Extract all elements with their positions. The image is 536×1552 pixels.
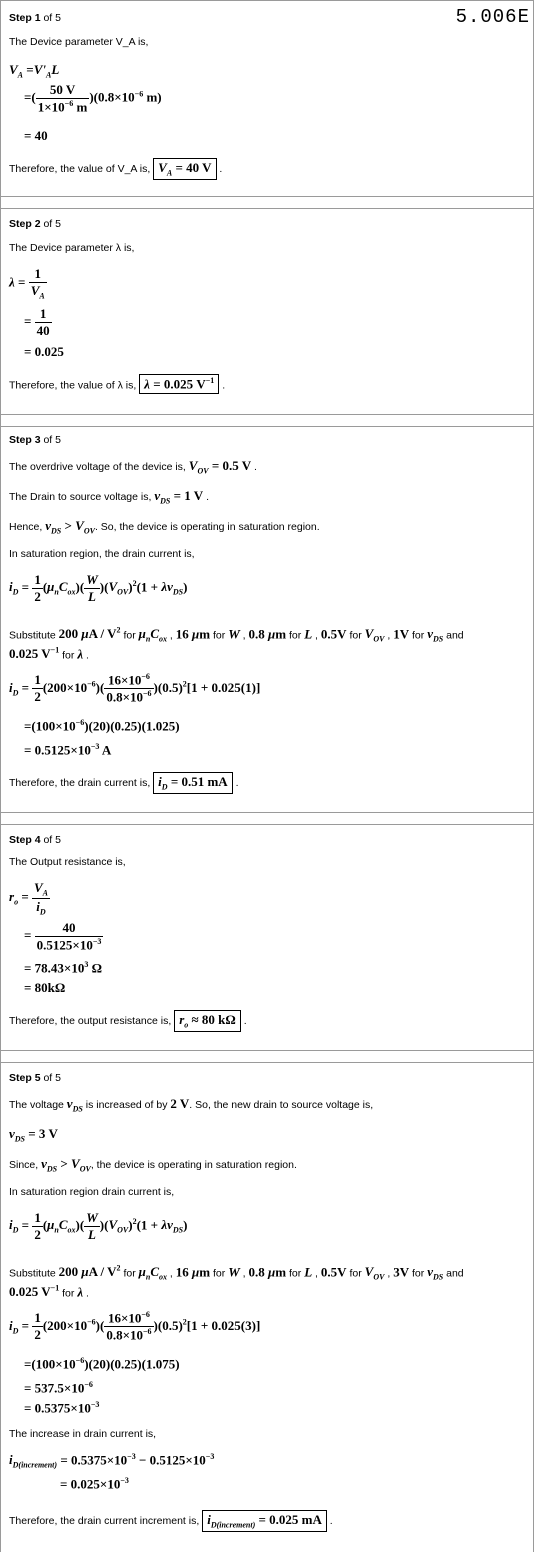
step-3-eq-1: $i_D$ = $\frac{1}{2}$ $(\mu_nC_{ox})$( $\frac{W}{L}$ )$(V_{OV})^2(1 + \lambda v_{DS})$ bbox=[9, 572, 188, 604]
divider bbox=[0, 812, 534, 813]
step-5-line-3: In saturation region drain current is, bbox=[9, 1186, 175, 1198]
step-2-eq-1: λ = $\frac{1}{V_A}$ bbox=[9, 266, 45, 301]
step-2-eq-3: = 0.025 bbox=[24, 344, 64, 359]
divider bbox=[0, 1062, 534, 1063]
step-4-eq-4: = 80kΩ bbox=[24, 980, 66, 995]
step-5-eq-1: $v_{DS} = 3$ V bbox=[9, 1126, 58, 1144]
step-5-eq-2: $i_D$ = $\frac{1}{2}$ $(\mu_nC_{ox})$( $\frac{W}{L}$ )$(V_{OV})^2(1 + \lambda v_{DS})$ bbox=[9, 1210, 188, 1242]
divider bbox=[0, 196, 534, 197]
step-2-eq-2: = $\frac{1}{40}$ bbox=[24, 306, 50, 338]
divider bbox=[0, 414, 534, 415]
step-1-title: Step 1 of 5 bbox=[9, 12, 61, 24]
divider bbox=[0, 208, 534, 209]
step-4-eq-1: $r_o$ = $\frac{V_A}{i_D}$ bbox=[9, 880, 48, 917]
step-3-eq-3: $=(100\times 10^{-6})(20)(0.25)(1.025)$ bbox=[24, 718, 180, 734]
step-3-substitute: Substitute 200 μA / $V^2$ for $\mu_nC_{ox}$ , 16 μm for W , 0.8 μm for L , 0.5V for $V_{OV}$ , 1V for $v_{DS}$ and bbox=[9, 626, 464, 644]
step-5-title: Step 5 of 5 bbox=[9, 1072, 61, 1084]
step-5-eq-7: $i_{D(increment)} = 0.5375\times 10^{-3} - 0.5125\times 10^{-3}$ bbox=[9, 1452, 215, 1470]
step-3-conclusion: Therefore, the drain current is, $i_D = 0.51$ mA . bbox=[9, 774, 239, 792]
step-4-eq-2: = $\frac{40}{0.5125\times 10^{-3}}$ bbox=[24, 920, 102, 953]
step-5-conclusion: Therefore, the drain current increment is, $i_{D(increment)} = 0.025$ mA . bbox=[9, 1512, 333, 1530]
step-1-eq-1: $V_A =V'_AL$ bbox=[9, 62, 60, 80]
divider bbox=[0, 426, 534, 427]
step-2-conclusion: Therefore, the value of λ is, λ = 0.025 $V^{-1}$ . bbox=[9, 374, 225, 394]
step-3-title: Step 3 of 5 bbox=[9, 434, 61, 446]
step-3-line-2: The Drain to source voltage is, $v_{DS} = 1$ V . bbox=[9, 488, 209, 506]
step-5-substitute: Substitute 200 μA / $V^2$ for $\mu_nC_{ox}$ , 16 μm for W , 0.8 μm for L , 0.5V for $V_{OV}$ , 3V for $v_{DS}$ and bbox=[9, 1264, 464, 1282]
step-5-eq-5: = $537.5\times 10^{-6}$ bbox=[24, 1380, 93, 1396]
divider bbox=[0, 1050, 534, 1051]
step-5-eq-4: $=(100\times 10^{-6})(20)(0.25)(1.075)$ bbox=[24, 1356, 180, 1372]
step-1-conclusion: Therefore, the value of V_A is, $V_A = 40$ V . bbox=[9, 160, 223, 178]
step-4-title: Step 4 of 5 bbox=[9, 834, 61, 846]
step-4-eq-3: = $78.43\times 10^3$ Ω bbox=[24, 960, 102, 976]
step-1-intro: The Device parameter V_A is, bbox=[9, 36, 149, 48]
divider bbox=[0, 824, 534, 825]
step-1-eq-2: =( $\frac{50 V}{1\times 10^{-6} m}$ )($0.8\times 10^{-6}$ m) bbox=[24, 82, 162, 115]
step-5-line-1: The voltage $v_{DS}$ is increased of by 2 V. So, the new drain to source voltage is, bbox=[9, 1096, 374, 1114]
step-1-eq-3: = 40 bbox=[24, 128, 48, 143]
step-2-intro: The Device parameter λ is, bbox=[9, 242, 135, 254]
step-5-substitute-2: 0.025 $V^{-1}$ for λ . bbox=[9, 1284, 89, 1300]
step-5-line-4: The increase in drain current is, bbox=[9, 1428, 157, 1440]
problem-code: 5.006E bbox=[455, 6, 530, 28]
step-2-title: Step 2 of 5 bbox=[9, 218, 61, 230]
step-4-intro: The Output resistance is, bbox=[9, 856, 126, 868]
step-5-eq-3: $i_D$ = $\frac{1}{2}$ $(200\times 10^{-6})$( $\frac{16\times 10^{-6}}{0.8\times 10^{-6}}$ )$(0.5)^2[1 + 0.025(3)]$ bbox=[9, 1310, 261, 1343]
step-3-eq-4: = $0.5125\times 10^{-3}$ A bbox=[24, 742, 112, 758]
step-3-eq-2: $i_D$ = $\frac{1}{2}$ $(200\times 10^{-6})$( $\frac{16\times 10^{-6}}{0.8\times 10^{-6}}$ )$(0.5)^2[1 + 0.025(1)]$ bbox=[9, 672, 261, 705]
step-3-line-3: Hence, $v_{DS} > V_{OV}$. So, the device is operating in saturation region. bbox=[9, 518, 320, 536]
step-3-line-1: The overdrive voltage of the device is, $V_{OV} = 0.5$ V . bbox=[9, 458, 257, 476]
step-5-eq-8: = $0.025\times 10^{-3}$ bbox=[60, 1476, 129, 1492]
step-5-line-2: Since, $v_{DS} > V_{OV}$, the device is operating in saturation region. bbox=[9, 1156, 297, 1174]
step-3-line-4: In saturation region, the drain current is, bbox=[9, 548, 195, 560]
step-4-conclusion: Therefore, the output resistance is, $r_o \approx 80$ kΩ . bbox=[9, 1012, 247, 1030]
step-5-eq-6: = $0.5375\times 10^{-3}$ bbox=[24, 1400, 100, 1416]
step-3-substitute-2: 0.025 $V^{-1}$ for λ . bbox=[9, 646, 89, 662]
